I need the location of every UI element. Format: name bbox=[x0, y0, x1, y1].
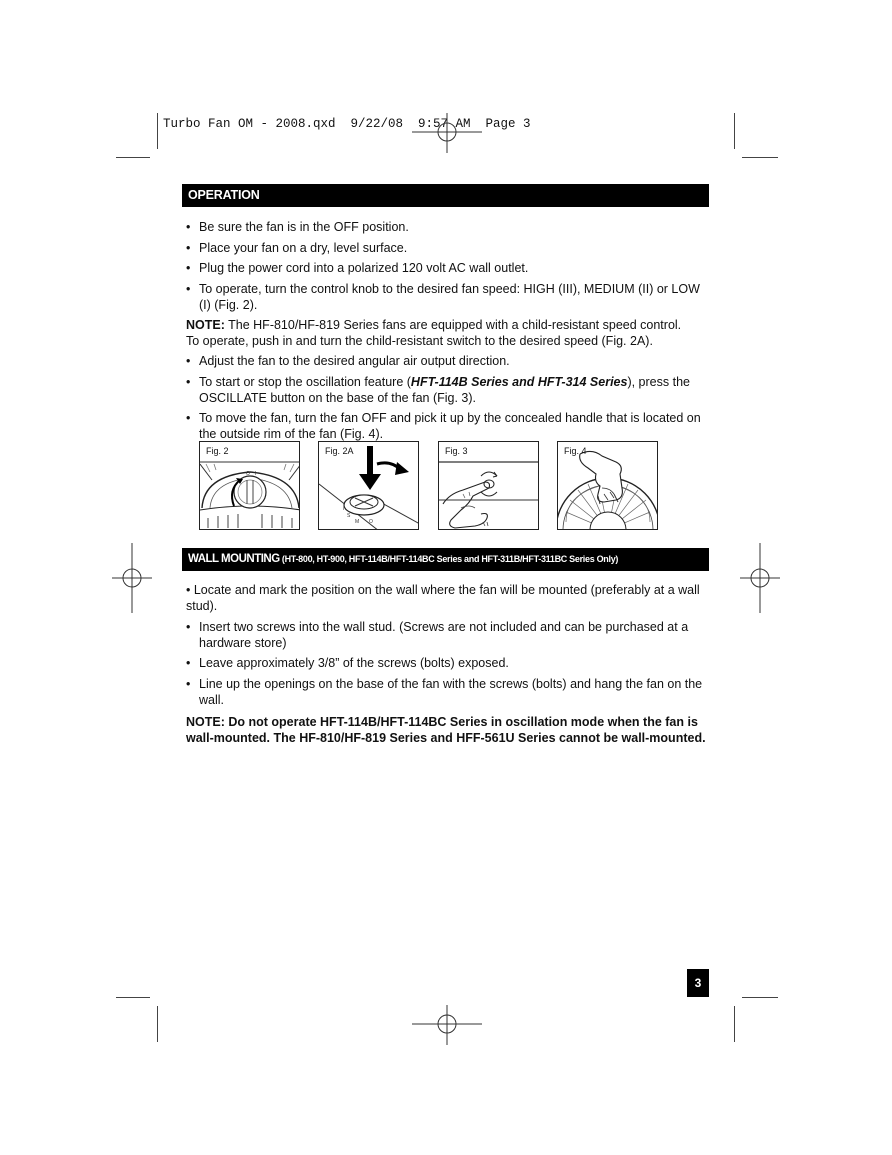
figure-2 bbox=[199, 441, 300, 530]
registration-mark-icon bbox=[412, 113, 482, 153]
figure-4 bbox=[557, 441, 658, 530]
crop-mark bbox=[157, 113, 158, 149]
crop-mark bbox=[157, 1006, 158, 1042]
registration-mark-icon bbox=[740, 543, 780, 613]
list-item: • To move the fan, turn the fan OFF and pick it up by the concealed handle that is located on the outside rim of the fan (Fig. 4). bbox=[186, 410, 711, 442]
crop-mark bbox=[734, 1006, 735, 1042]
note-label: NOTE: bbox=[186, 318, 225, 332]
list-item: • Line up the openings on the base of the fan with the screws (bolts) and hang the fan on the wall. bbox=[186, 676, 711, 708]
list-item: • Locate and mark the position on the wall where the fan will be mounted (preferably at a wall stud). bbox=[186, 583, 700, 613]
list-item: • Insert two screws into the wall stud. (Screws are not included and can be purchased at a hardware store) bbox=[186, 619, 711, 651]
figure-label: Fig. 4 bbox=[564, 446, 587, 456]
wall-mounting-heading bbox=[182, 548, 709, 571]
list-item: • Place your fan on a dry, level surface. bbox=[186, 240, 711, 256]
list-item: • To operate, turn the control knob to the desired fan speed: HIGH (III), MEDIUM (II) or LOW (I) (Fig. 2). bbox=[186, 281, 711, 313]
speed-control-note bbox=[186, 317, 711, 349]
list-item: • Leave approximately 3/8” of the screws (bolts) exposed. bbox=[186, 655, 711, 671]
svg-text:I: I bbox=[255, 471, 257, 477]
figure-label: Fig. 2A bbox=[325, 446, 354, 456]
wall-mounting-instructions bbox=[186, 582, 711, 746]
wall-mounting-warning: NOTE: Do not operate HFT-114B/HFT-114BC Series in oscillation mode when the fan is wall-mounted. The HF-810/HF-819 Series and HFF-561U Series cannot be wall-mounted. bbox=[186, 714, 706, 745]
registration-mark-icon bbox=[112, 543, 152, 613]
printer-slug: Turbo Fan OM - 2008.qxd 9/22/08 9:57 AM Page 3 bbox=[163, 117, 531, 131]
figure-label: Fig. 2 bbox=[206, 446, 229, 456]
list-item: • Be sure the fan is in the OFF position. bbox=[186, 219, 711, 235]
list-item: • Adjust the fan to the desired angular air output direction. bbox=[186, 353, 711, 369]
figure-3 bbox=[438, 441, 539, 530]
crop-mark bbox=[734, 113, 735, 149]
oscillate-text-post: ), press the OSCILLATE button on the base of the fan (Fig. 3). bbox=[199, 374, 690, 405]
note-text-2: To operate, push in and turn the child-resistant switch to the desired speed (Fig. 2A). bbox=[186, 334, 653, 348]
svg-text:O: O bbox=[246, 471, 250, 477]
note-text: The HF-810/HF-819 Series fans are equipped with a child-resistant speed control. bbox=[224, 318, 682, 332]
wall-mounting-title: WALL MOUNTING bbox=[188, 553, 280, 565]
crop-mark bbox=[742, 997, 778, 998]
list-item: • Plug the power cord into a polarized 120 volt AC wall outlet. bbox=[186, 260, 711, 276]
switch-mark-m: M bbox=[355, 519, 360, 525]
figure-2a bbox=[318, 441, 419, 530]
switch-mark-o: O bbox=[369, 519, 373, 525]
figure-label: Fig. 3 bbox=[445, 446, 468, 456]
crop-mark bbox=[742, 157, 778, 158]
operation-instructions bbox=[186, 219, 711, 447]
switch-mark-i: I bbox=[343, 506, 345, 512]
wall-mounting-models: (HT-800, HT-900, HFT-114B/HFT-114BC Series and HFT-311B/HFT-311BC Series Only) bbox=[279, 554, 619, 564]
crop-mark bbox=[116, 997, 150, 998]
operation-heading: OPERATION bbox=[182, 184, 709, 207]
crop-mark bbox=[116, 157, 150, 158]
oscillate-models: HFT-114B Series and HFT-314 Series bbox=[410, 374, 628, 389]
registration-mark-icon bbox=[412, 1005, 482, 1045]
switch-mark-s: S bbox=[347, 513, 351, 519]
page-number: 3 bbox=[687, 969, 709, 997]
oscillate-text-pre: To start or stop the oscillation feature ( bbox=[199, 374, 411, 389]
list-item-oscillate bbox=[186, 374, 711, 406]
